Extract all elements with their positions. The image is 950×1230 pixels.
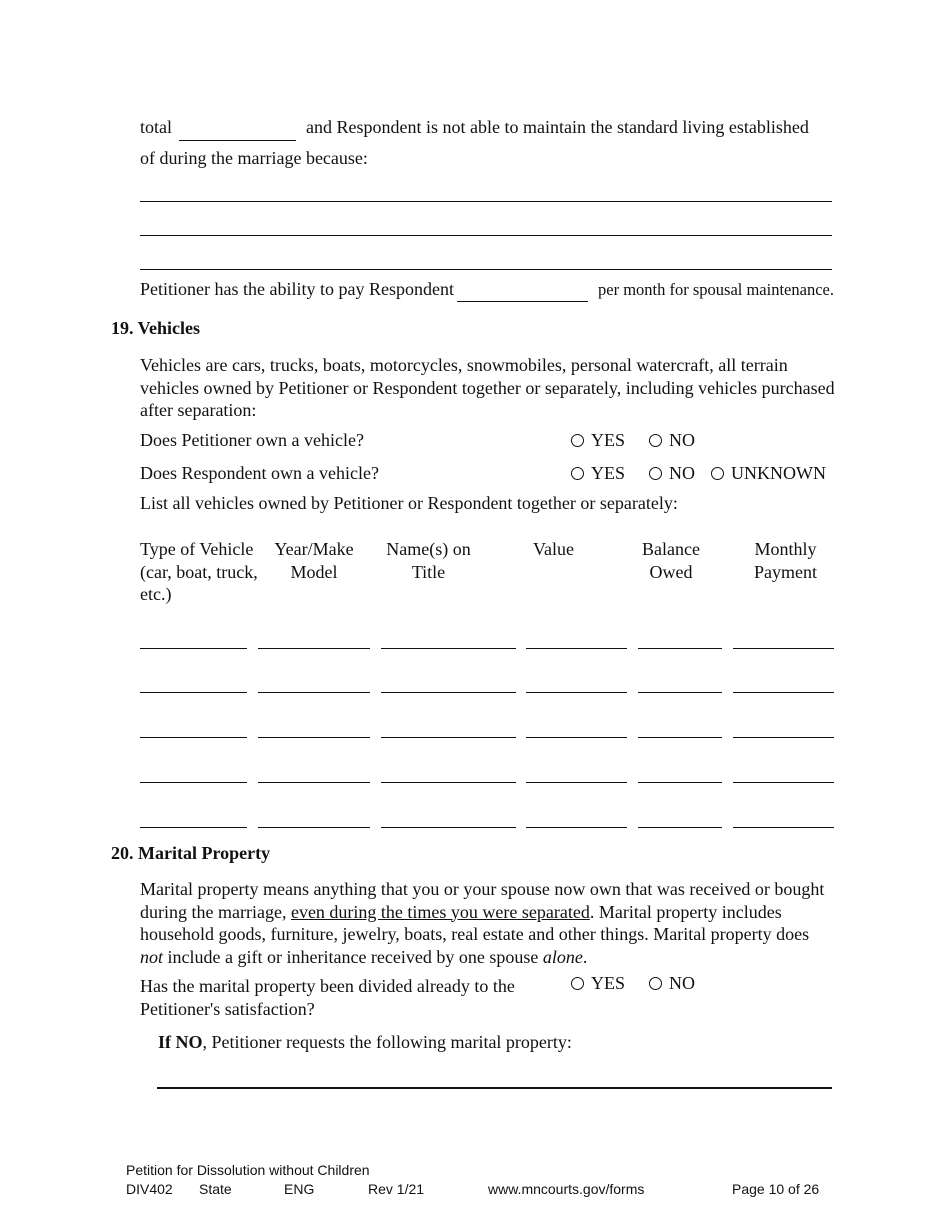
desc-text: . Marital property includes household goods, furniture, jewelry, boats, real estate and other things. Marital property does — [140, 901, 810, 944]
respondent-unknown-option[interactable] — [711, 463, 826, 484]
col-header-type: Type of Vehicle (car, boat, truck, etc.) — [140, 539, 258, 604]
cell-monthly[interactable] — [733, 737, 834, 738]
footer-lang: ENG — [284, 1181, 315, 1197]
cell-monthly[interactable] — [733, 782, 834, 783]
footer-form-id: DIV402 — [126, 1181, 173, 1197]
petitioner-yes-option[interactable] — [571, 430, 625, 451]
option-label: UNKNOWN — [731, 463, 826, 483]
cell-year[interactable] — [258, 648, 370, 649]
q-property-divided: Has the marital property been divided already to the Petitioner's satisfaction? — [140, 976, 515, 1019]
radio-icon[interactable] — [711, 467, 724, 480]
cell-balance[interactable] — [638, 737, 722, 738]
total-amount-field[interactable] — [179, 140, 296, 141]
cell-monthly[interactable] — [733, 827, 834, 828]
cell-names[interactable] — [381, 737, 516, 738]
footer-page-number: Page 10 of 26 — [732, 1181, 820, 1197]
radio-icon[interactable] — [649, 434, 662, 447]
vehicles-heading: 19. Vehicles — [111, 318, 201, 338]
cell-names[interactable] — [381, 692, 516, 693]
unable-text: and Respondent is not able to maintain the standard living established — [306, 117, 809, 137]
cell-value[interactable] — [526, 827, 627, 828]
cell-balance[interactable] — [638, 648, 722, 649]
option-label: NO — [669, 973, 695, 993]
cell-year[interactable] — [258, 737, 370, 738]
footer-state: State — [199, 1181, 232, 1197]
col-header-balance: Balance Owed — [642, 539, 700, 582]
cell-type[interactable] — [140, 737, 247, 738]
radio-icon[interactable] — [649, 977, 662, 990]
footer-title: Petition for Dissolution without Children — [126, 1162, 370, 1178]
reason-line-3[interactable] — [140, 269, 832, 270]
option-label: YES — [591, 430, 626, 450]
radio-icon[interactable] — [571, 977, 584, 990]
respondent-no-option[interactable] — [649, 463, 695, 484]
divided-no-option[interactable] — [649, 973, 695, 994]
cell-names[interactable] — [381, 782, 516, 783]
desc-underlined-text: even during the times you were separated — [290, 901, 590, 922]
cell-value[interactable] — [526, 692, 627, 693]
if-no-request — [158, 1032, 572, 1053]
option-label: YES — [591, 463, 626, 483]
radio-icon[interactable] — [649, 467, 662, 480]
cell-balance[interactable] — [638, 692, 722, 693]
reason-line-1[interactable] — [140, 201, 832, 202]
property-heading: 20. Marital Property — [111, 843, 271, 863]
footer-url: www.mncourts.gov/forms — [488, 1181, 645, 1197]
monthly-amount-field[interactable] — [457, 301, 588, 302]
col-header-value: Value — [533, 539, 574, 559]
cell-names[interactable] — [381, 648, 516, 649]
desc-text: Marital property means anything that you or your spouse now own that was received or bought during the marriage, — [140, 879, 825, 922]
cell-type[interactable] — [140, 827, 247, 828]
cell-type[interactable] — [140, 648, 247, 649]
cell-year[interactable] — [258, 827, 370, 828]
cell-value[interactable] — [526, 737, 627, 738]
cell-monthly[interactable] — [733, 648, 834, 649]
cell-year[interactable] — [258, 782, 370, 783]
cell-value[interactable] — [526, 782, 627, 783]
cell-value[interactable] — [526, 648, 627, 649]
option-label: YES — [591, 973, 626, 993]
radio-icon[interactable] — [571, 434, 584, 447]
desc-italic-text: not — [140, 946, 164, 967]
option-label: NO — [669, 463, 695, 483]
cell-year[interactable] — [258, 692, 370, 693]
footer-rev: Rev 1/21 — [368, 1181, 425, 1197]
vehicle-list-instruction: List all vehicles owned by Petitioner or Respondent together or separately: — [140, 493, 678, 513]
divided-yes-option[interactable] — [571, 973, 625, 994]
q-petitioner-vehicle: Does Petitioner own a vehicle? — [140, 430, 364, 450]
cell-monthly[interactable] — [733, 692, 834, 693]
cell-names[interactable] — [381, 827, 516, 828]
desc-italic-text: alone — [542, 946, 583, 967]
radio-icon[interactable] — [571, 467, 584, 480]
desc-text: include a gift or inheritance received by one spouse — [163, 946, 543, 967]
col-header-names: Name(s) on Title — [386, 539, 471, 582]
cell-balance[interactable] — [638, 782, 722, 783]
ability-text: Petitioner has the ability to pay Respondent — [140, 279, 454, 299]
vehicles-description: Vehicles are cars, trucks, boats, motorcycles, snowmobiles, personal watercraft, all terrain vehicles owned by Petitioner or Respondent together or separately, including vehicles purchased after separation: — [140, 355, 835, 420]
property-description — [140, 878, 835, 968]
q-respondent-vehicle: Does Respondent own a vehicle? — [140, 463, 379, 483]
respondent-yes-option[interactable] — [571, 463, 625, 484]
cell-balance[interactable] — [638, 827, 722, 828]
per-month-text: per month for spousal maintenance. — [598, 280, 834, 299]
petitioner-no-option[interactable] — [649, 430, 695, 451]
cell-type[interactable] — [140, 692, 247, 693]
because-text: of during the marriage because: — [140, 148, 368, 168]
cell-type[interactable] — [140, 782, 247, 783]
if-no-bold: If NO — [158, 1032, 203, 1052]
option-label: NO — [669, 430, 695, 450]
reason-line-2[interactable] — [140, 235, 832, 236]
col-header-year: Year/Make Model — [274, 539, 354, 582]
requested-property-line[interactable] — [157, 1087, 832, 1089]
total-label: total — [140, 117, 172, 137]
desc-text: . — [582, 946, 588, 967]
if-no-text: , Petitioner requests the following marital property: — [202, 1032, 572, 1052]
col-header-monthly: Monthly Payment — [754, 539, 817, 582]
